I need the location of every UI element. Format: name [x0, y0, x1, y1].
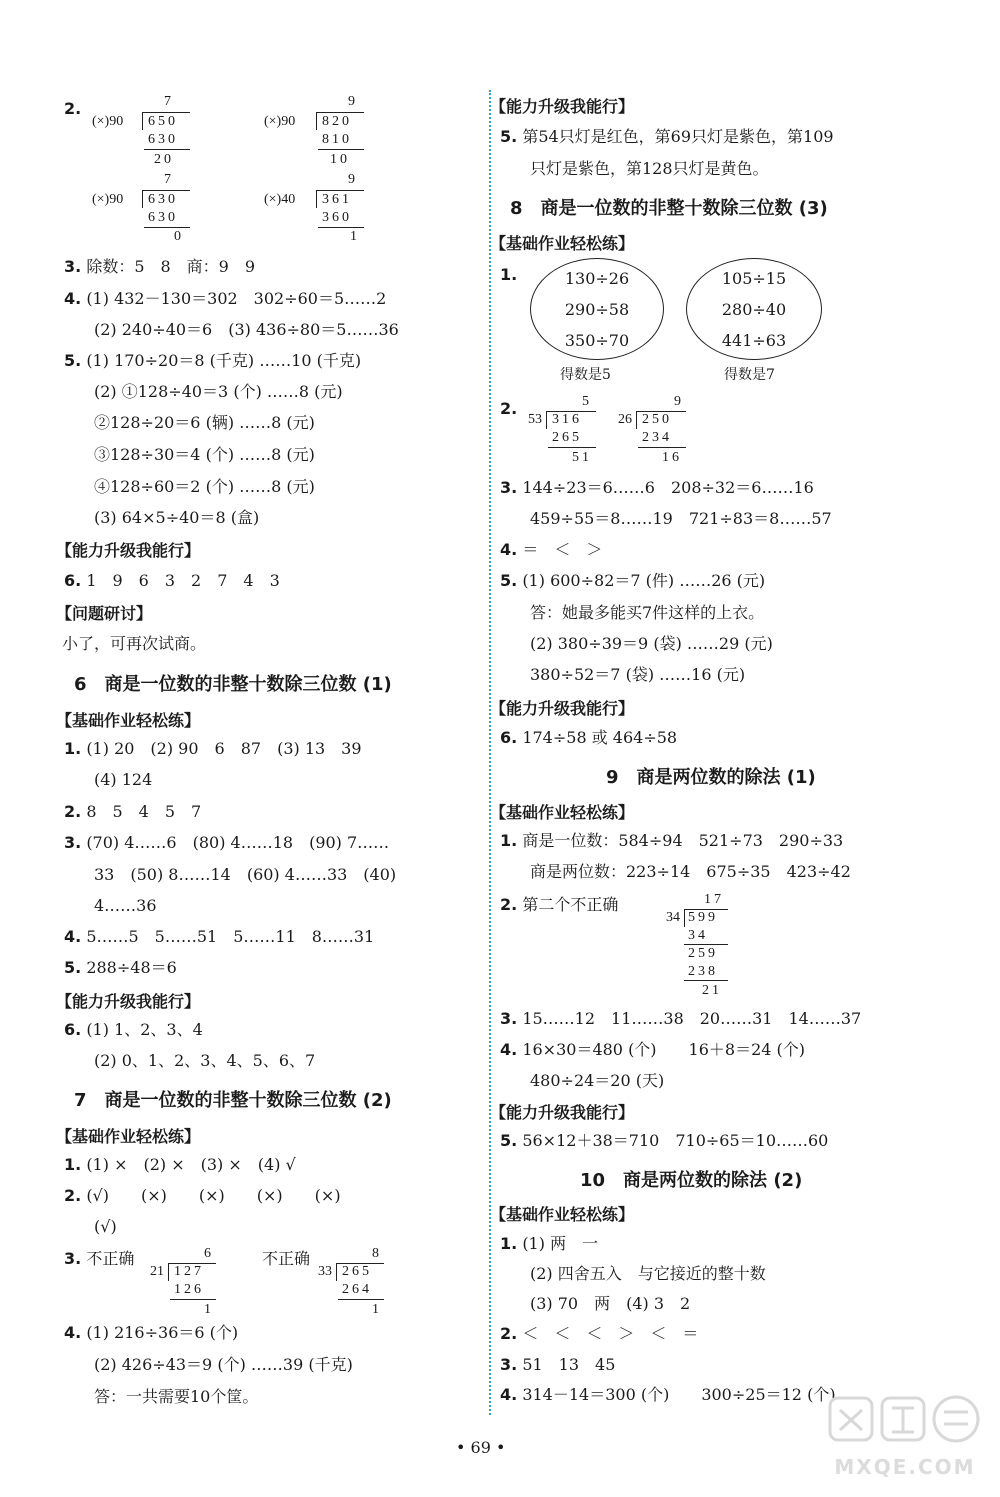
answer-line: 2. ＜ ＜ ＜ ＞ ＜ ＝ — [500, 1324, 699, 1343]
answer-line: 小了，可再次试商。 — [62, 634, 207, 653]
answer-line: 1. 商是一位数：584÷94 521÷73 290÷33 — [500, 831, 844, 850]
answer-line: 3. 不正确 — [64, 1249, 135, 1268]
answer-line: (4) 124 — [94, 770, 153, 789]
answer-line: 只灯是紫色，第128只灯是黄色。 — [530, 159, 769, 178]
answer-line: (2) ①128÷40＝3 (个) ……8 (元) — [94, 382, 343, 401]
answer-line: 3. (70) 4……6 (80) 4……18 (90) 7…… — [64, 833, 390, 852]
remainder: 16 — [662, 450, 682, 465]
long-division — [528, 394, 608, 468]
answer-oval — [686, 258, 822, 360]
division-bracket — [316, 190, 317, 208]
dividend: 630 — [148, 192, 178, 207]
section-tag: 【能力升级我能行】 — [56, 992, 201, 1011]
dividend: 127 — [174, 1264, 204, 1279]
answer-line: (3) 64×5÷40＝8 (盒) — [94, 508, 260, 527]
long-division — [666, 892, 746, 1002]
divisor: (×)90 — [92, 192, 124, 207]
product: 234 — [642, 430, 672, 445]
long-division — [264, 172, 384, 242]
question-number: 2. — [64, 99, 82, 118]
answer-line: 4……36 — [94, 896, 157, 915]
remainder: 1 — [372, 1302, 379, 1317]
oval-caption: 得数是7 — [724, 367, 775, 383]
answer-line: (2) 380÷39＝9 (袋) ……29 (元) — [530, 634, 773, 653]
product: 265 — [552, 430, 582, 445]
section-heading: 6 商是一位数的非整十数除三位数 (1) — [74, 674, 392, 695]
answer-line: 6. 1 9 6 3 2 7 4 3 — [64, 571, 280, 590]
quotient: 9 — [348, 94, 355, 109]
division-bracket — [684, 909, 685, 927]
section-tag: 【能力升级我能行】 — [490, 97, 635, 116]
answer-line: 5. 第54只灯是红色，第69只灯是紫色，第109 — [500, 127, 834, 146]
product: 630 — [148, 132, 178, 147]
section-heading: 7 商是一位数的非整十数除三位数 (2) — [74, 1090, 392, 1111]
quotient: 9 — [674, 394, 681, 409]
long-division — [92, 94, 212, 184]
subtraction-bar — [684, 944, 728, 945]
dividend: 650 — [148, 114, 178, 129]
product: 630 — [148, 210, 178, 225]
section-heading: 9 商是两位数的除法 (1) — [606, 767, 816, 788]
answer-line: 5. 288÷48＝6 — [64, 958, 177, 977]
product: 238 — [688, 964, 718, 979]
page-number: • 69 • — [456, 1438, 506, 1457]
divisor: 33 — [318, 1264, 332, 1279]
answer-line: 4. 314－14＝300 (个) 300÷25＝12 (个) — [500, 1385, 836, 1404]
answer-line: ②128÷20＝6 (辆) ……8 (元) — [94, 413, 315, 432]
subtraction-bar — [338, 1299, 384, 1300]
divisor: 21 — [150, 1264, 164, 1279]
section-heading: 8 商是一位数的非整十数除三位数 (3) — [510, 198, 828, 219]
oval-item: 280÷40 — [721, 300, 787, 319]
answer-line: 6. (1) 1、2、3、4 — [64, 1020, 203, 1039]
answer-line: 4. (1) 432－130＝302 302÷60＝5……2 — [64, 289, 387, 308]
long-division — [92, 172, 212, 242]
answer-line: (2) 四舍五入 与它接近的整十数 — [530, 1264, 766, 1283]
answer-line: (2) 240÷40＝6 (3) 436÷80＝5……36 — [94, 320, 399, 339]
quotient: 5 — [582, 394, 589, 409]
remainder: 0 — [174, 229, 181, 244]
subtraction-bar — [638, 447, 686, 448]
answer-line: (2) 426÷43＝9 (个) ……39 (千克) — [94, 1355, 353, 1374]
subtraction-bar — [144, 149, 190, 150]
remainder: 21 — [702, 983, 722, 998]
divisor: (×)90 — [264, 114, 296, 129]
subtraction-bar — [318, 149, 364, 150]
division-bar — [316, 112, 364, 113]
division-bracket — [142, 190, 143, 208]
divisor: 34 — [666, 910, 680, 925]
section-tag: 【基础作业轻松练】 — [56, 1127, 201, 1146]
answer-line: 1. (1) 两 一 — [500, 1234, 599, 1253]
division-bracket — [636, 411, 637, 429]
answer-line: 5. 56×12＋38＝710 710÷65＝10……60 — [500, 1131, 829, 1150]
oval-item: 290÷58 — [564, 300, 630, 319]
section-tag: 【能力升级我能行】 — [490, 1103, 635, 1122]
answer-line: 4. (1) 216÷36＝6 (个) — [64, 1323, 239, 1342]
dividend: 820 — [322, 114, 352, 129]
answer-line: 商是两位数：223÷14 675÷35 423÷42 — [530, 862, 851, 881]
answer-line: 1. (1) 20 (2) 90 6 87 (3) 13 39 — [64, 739, 362, 758]
product: 360 — [322, 210, 352, 225]
answer-line: (2) 0、1、2、3、4、5、6、7 — [94, 1051, 316, 1070]
product: 810 — [322, 132, 352, 147]
answer-line: 4. ＝ ＜ ＞ — [500, 540, 603, 559]
remainder: 1 — [204, 1302, 211, 1317]
answer-line: (3) 70 两 (4) 3 2 — [530, 1294, 691, 1313]
oval-caption: 得数是5 — [560, 367, 611, 383]
answer-line: 480÷24＝20 (天) — [530, 1071, 665, 1090]
answer-line: 3. 51 13 45 — [500, 1355, 616, 1374]
section-tag: 【基础作业轻松练】 — [490, 234, 635, 253]
division-bar — [316, 190, 364, 191]
quotient: 7 — [164, 94, 171, 109]
answer-line: 459÷55＝8……19 721÷83＝8……57 — [530, 509, 832, 528]
division-bar — [142, 112, 190, 113]
answer-line: ④128÷60＝2 (个) ……8 (元) — [94, 477, 315, 496]
section-tag: 【基础作业轻松练】 — [56, 711, 201, 730]
answer-line: 4. 16×30＝480 (个) 16＋8＝24 (个) — [500, 1040, 806, 1059]
quotient: 6 — [204, 1246, 211, 1261]
subtraction-bar — [548, 447, 596, 448]
division-bracket — [546, 411, 547, 429]
oval-item: 105÷15 — [721, 269, 787, 288]
remainder: 1 — [350, 229, 357, 244]
answer-line: 3. 144÷23＝6……6 208÷32＝6……16 — [500, 478, 814, 497]
division-bracket — [142, 112, 143, 130]
answer-line: 5. (1) 170÷20＝8 (千克) ……10 (千克) — [64, 351, 362, 370]
question-number: 1. — [500, 265, 518, 284]
division-bar — [142, 190, 190, 191]
section-tag: 【基础作业轻松练】 — [490, 1205, 635, 1224]
divisor: 26 — [618, 412, 632, 427]
section-heading: 10 商是两位数的除法 (2) — [580, 1170, 803, 1191]
remainder: 10 — [330, 152, 350, 167]
dividend: 265 — [342, 1264, 372, 1279]
section-tag: 【基础作业轻松练】 — [490, 803, 635, 822]
divisor: 53 — [528, 412, 542, 427]
remainder: 20 — [154, 152, 174, 167]
dividend: 361 — [322, 192, 352, 207]
answer-line: 答：一共需要10个筐。 — [94, 1387, 259, 1406]
answer-line: ③128÷30＝4 (个) ……8 (元) — [94, 445, 315, 464]
answer-line: 答：她最多能买7件这样的上衣。 — [530, 603, 765, 622]
dividend: 250 — [642, 412, 672, 427]
answer-oval — [530, 258, 664, 360]
watermark-logo — [820, 1390, 990, 1490]
quotient: 7 — [164, 172, 171, 187]
answer-line: 33 (50) 8……14 (60) 4……33 (40) — [94, 865, 397, 884]
division-bracket — [168, 1263, 169, 1281]
subtraction-bar — [684, 980, 728, 981]
quotient: 17 — [704, 892, 724, 907]
answer-line: 6. 174÷58 或 464÷58 — [500, 728, 678, 747]
answer-line: 2. 8 5 4 5 7 — [64, 802, 202, 821]
question-number: 2. — [500, 399, 518, 418]
dividend: 316 — [552, 412, 582, 427]
oval-item: 130÷26 — [564, 269, 630, 288]
subtraction-bar — [144, 227, 190, 228]
dividend: 599 — [688, 910, 718, 925]
division-bracket — [336, 1263, 337, 1281]
watermark-icon — [820, 1390, 990, 1490]
divisor: (×)40 — [264, 192, 296, 207]
section-tag: 【能力升级我能行】 — [490, 699, 635, 718]
subtraction-bar — [170, 1299, 216, 1300]
svg-text:MXQE.COM: MXQE.COM — [834, 1455, 976, 1479]
long-division — [318, 1246, 398, 1318]
long-division — [618, 394, 698, 468]
product: 126 — [174, 1282, 204, 1297]
answer-line: 3. 15……12 11……38 20……31 14……37 — [500, 1009, 862, 1028]
answer-line: 3. 除数：5 8 商：9 9 — [64, 257, 256, 276]
answer-line: 380÷52＝7 (袋) ……16 (元) — [530, 665, 746, 684]
long-division — [264, 94, 384, 184]
partial-remainder: 259 — [688, 946, 718, 961]
divisor: (×)90 — [92, 114, 124, 129]
answer-line: 1. (1) × (2) × (3) × (4) √ — [64, 1155, 296, 1174]
answer-line: 4. 5……5 5……51 5……11 8……31 — [64, 927, 375, 946]
product: 264 — [342, 1282, 372, 1297]
answer-line: 5. (1) 600÷82＝7 (件) ……26 (元) — [500, 571, 766, 590]
subtraction-bar — [318, 227, 364, 228]
answer-line: 2. 第二个不正确 — [500, 895, 619, 914]
oval-item: 441÷63 — [721, 331, 787, 350]
long-division — [150, 1246, 230, 1318]
section-tag: 【能力升级我能行】 — [56, 541, 201, 560]
quotient: 8 — [372, 1246, 379, 1261]
oval-item: 350÷70 — [564, 331, 630, 350]
answer-line: 2. (√) (×) (×) (×) (×) — [64, 1186, 341, 1205]
division-bracket — [316, 112, 317, 130]
section-tag: 【问题研讨】 — [56, 604, 153, 623]
remainder: 51 — [572, 450, 592, 465]
answer-line: (√) — [94, 1217, 117, 1236]
answer-line: 不正确 — [262, 1249, 311, 1268]
product: 34 — [688, 928, 708, 943]
quotient: 9 — [348, 172, 355, 187]
